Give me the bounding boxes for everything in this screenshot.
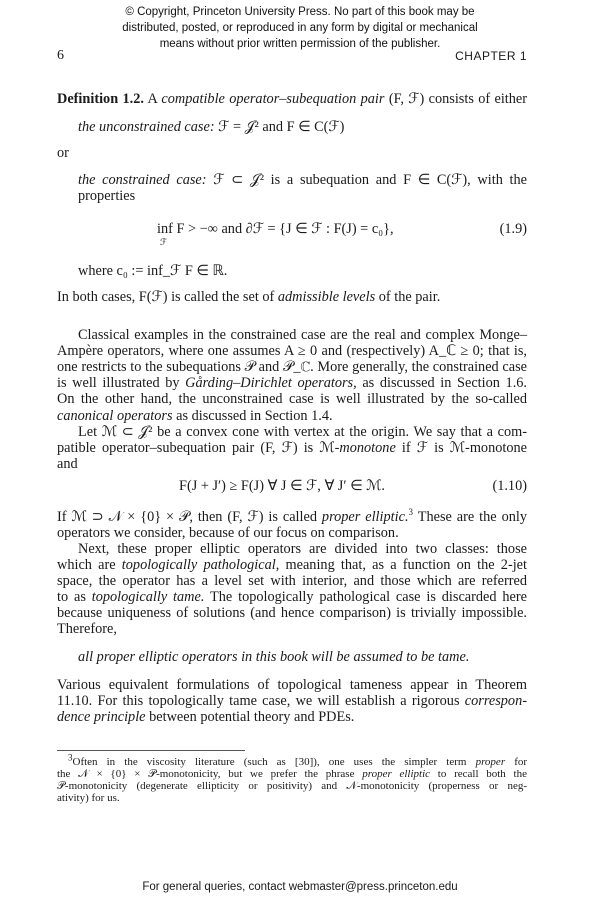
running-head: CHAPTER 1 — [455, 49, 527, 63]
text: 11.10. For this topologically tame case, we will establish a rigorous — [57, 693, 460, 709]
text-line — [57, 440, 527, 456]
text-line: Next, these proper elliptic operators are divided into two classes: those — [78, 541, 527, 557]
text-line: one restricts to the subequations 𝒫 and 𝒫_ℂ. More generally, the constrained case — [57, 359, 527, 375]
text: to recall both the — [437, 768, 527, 780]
text: patible operator–subequation pair (F, ℱ) is ℳ- — [57, 440, 340, 456]
case-term: the constrained case: — [78, 172, 207, 188]
footnote-marker[interactable]: 3 — [408, 507, 414, 518]
text-line: Various equivalent formulations of topological tameness appear in Theorem — [57, 677, 527, 693]
text-line: Ampère operators, where one assumes A ≥ 0 and (respectively) A_ℂ ≥ 0; that is, — [57, 343, 527, 359]
text: which are — [57, 557, 116, 573]
text-line — [57, 509, 527, 525]
text: (F, ℱ) consists of either — [388, 91, 528, 107]
defined-term: admissible levels — [277, 289, 376, 305]
text: if ℱ is ℳ-monotone — [401, 440, 527, 456]
defined-term: proper elliptic — [362, 768, 431, 780]
defined-term: topologically pathological, — [121, 557, 280, 573]
equation-1-10: F(J + J′) ≥ F(J) ∀ J ∈ ℱ, ∀ J′ ∈ ℳ. — [179, 478, 385, 494]
text-line: because uniqueness of solutions (and hence comparison) is trivially impossible. — [57, 605, 527, 621]
equation-number: (1.9) — [499, 221, 527, 237]
text: is well illustrated by — [57, 375, 180, 391]
text-line: space, the operator has a level set with interior, and those which are referred — [57, 573, 527, 589]
text: between potential theory and PDEs. — [149, 709, 355, 725]
copyright-line: distributed, posted, or reproduced in any form by digital or mechanical — [122, 22, 478, 34]
unconstrained-case — [78, 119, 527, 135]
text-line — [57, 709, 527, 725]
case-term: the unconstrained case: — [78, 119, 215, 135]
page-number: 6 — [57, 48, 64, 63]
text: A — [147, 91, 158, 107]
text: as discussed in Section 1.4. — [176, 408, 333, 424]
definition-label: Definition 1.2. — [57, 91, 144, 107]
math: ℱ = 𝒥² and F ∈ C(ℱ) — [218, 119, 345, 135]
definition-line — [57, 91, 527, 107]
text-line — [57, 408, 527, 424]
text: of the pair. — [378, 289, 441, 305]
text-line — [57, 289, 527, 305]
defined-term: compatible operator–subequation pair — [161, 91, 385, 107]
text: If ℳ ⊃ 𝒩 × {0} × 𝒫, then (F, ℱ) is called — [57, 509, 317, 525]
text: Often in the viscosity literature (such as [30]), one uses the simpler term — [72, 756, 467, 768]
footnote-rule — [57, 750, 245, 751]
footer-contact: For general queries, contact webmaster@press.princeton.edu — [142, 881, 458, 893]
text: meaning that, as a function on the 2-jet — [285, 557, 527, 573]
text-line: Let ℳ ⊂ 𝒥² be a convex cone with vertex at the origin. We say that a com- — [78, 424, 527, 440]
text: These are the only — [417, 509, 527, 525]
text-line: and — [57, 456, 78, 472]
tame-statement: all proper elliptic operators in this book will be assumed to be tame. — [78, 649, 470, 665]
text-line: operators we consider, because of our focus on comparison. — [57, 525, 399, 541]
text: the 𝒩 × {0} × 𝒫-monotonicity, but we prefer the phrase — [57, 768, 355, 780]
text-line — [57, 557, 527, 573]
text: The topologically pathological case is discarded here — [210, 589, 527, 605]
text-line: where c₀ := inf_ℱ F ∈ ℝ. — [78, 263, 228, 279]
text: ℱ ⊂ 𝒥² is a subequation and F ∈ C(ℱ), with the — [213, 172, 527, 188]
footnote-mark: 3 — [68, 752, 73, 763]
text: for — [514, 756, 528, 768]
footnote-line — [68, 752, 528, 768]
defined-term: proper — [475, 756, 506, 768]
text-line — [57, 589, 527, 605]
footnote-line: ativity) for us. — [57, 792, 120, 804]
defined-term: dence principle — [57, 709, 146, 725]
text-line: Therefore, — [57, 621, 117, 637]
footnote-line — [57, 768, 527, 780]
text-line: Classical examples in the constrained case are the real and complex Monge– — [78, 327, 527, 343]
equation-number: (1.10) — [492, 478, 527, 494]
defined-term: Gårding–Dirichlet operators, — [185, 375, 357, 391]
defined-term: canonical operators — [57, 408, 173, 424]
text: In both cases, F(ℱ) is called the set of — [57, 289, 275, 305]
defined-term: correspon- — [464, 693, 527, 709]
footnote-line: 𝒫-monotonicity (degenerate ellipticity or positivity) and 𝒩-monotonicity (properness or neg- — [57, 780, 527, 792]
constrained-case — [78, 172, 527, 188]
inf-subscript: ℱ — [160, 237, 168, 247]
text-line — [57, 375, 527, 391]
text-line — [57, 693, 527, 709]
text-line: On the other hand, the unconstrained case is well illustrated by the so-called — [57, 391, 527, 407]
defined-term: proper elliptic. — [321, 509, 409, 525]
copyright-line: means without prior written permission of the publisher. — [159, 38, 441, 50]
or-text: or — [57, 145, 69, 161]
text: as discussed in Section 1.6. — [362, 375, 527, 391]
equation-1-9: inf F > −∞ and ∂ℱ = {J ∈ ℱ : F(J) = c₀}, — [157, 221, 394, 237]
defined-term: topologically tame. — [91, 589, 205, 605]
text: to as — [57, 589, 86, 605]
copyright-line: © Copyright, Princeton University Press. No part of this book may be — [125, 6, 475, 18]
text-line: properties — [78, 188, 136, 204]
defined-term: monotone — [339, 440, 396, 456]
copyright-notice — [0, 4, 600, 52]
